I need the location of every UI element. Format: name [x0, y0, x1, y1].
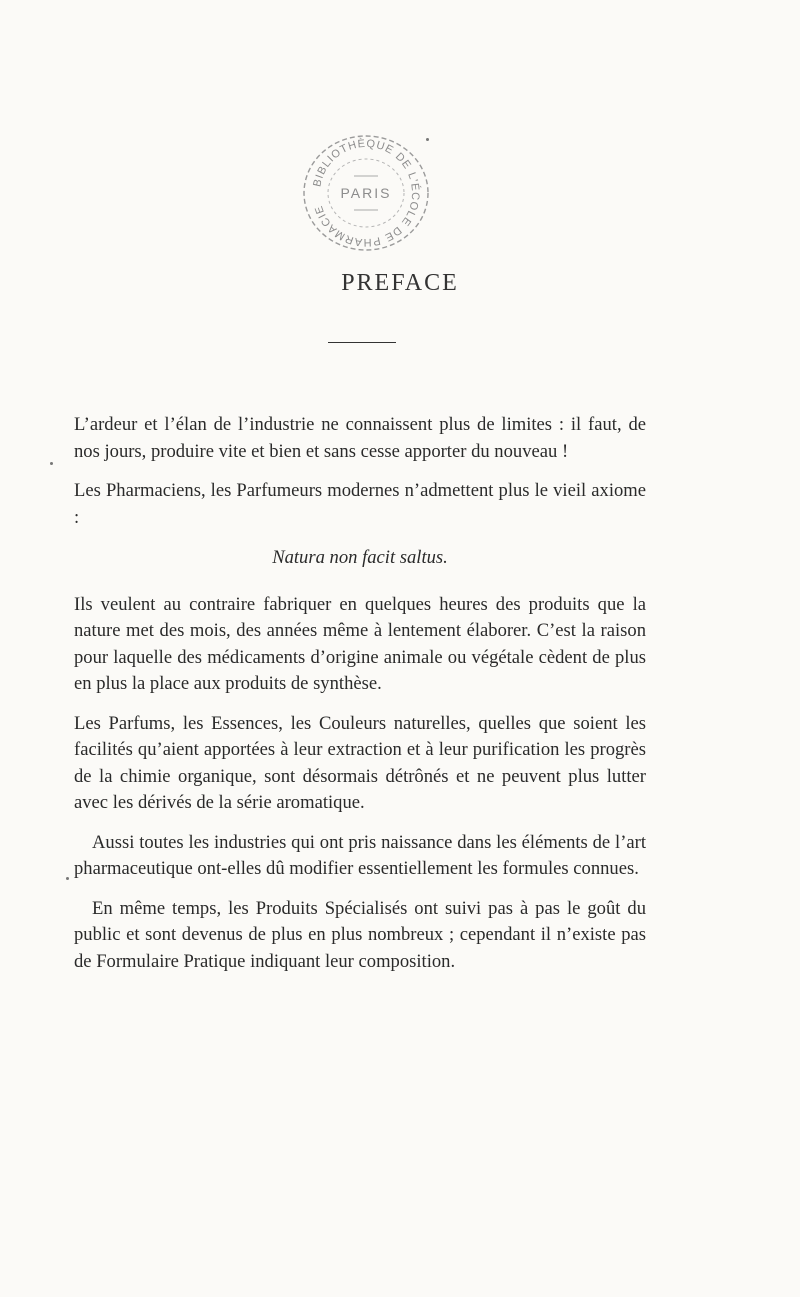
page-title: PREFACE: [341, 270, 459, 296]
preface-body: [74, 412, 646, 988]
library-stamp: [296, 128, 436, 258]
title-divider: [328, 342, 396, 343]
paragraph: En même temps, les Produits Spécialisés ont suivi pas à pas le goût du public et sont devenus de plus en plus nombreux ; cependant il n’existe pas de Formulaire Pratique indiquant leur composition.: [74, 897, 646, 972]
paper-speck: [426, 138, 429, 141]
stamp-center-text: PARIS: [340, 185, 392, 201]
paper-speck: [50, 462, 53, 465]
stamp-ring-text: BIBLIOTHÈQUE DE L'ÉCOLE DE PHARMACIE: [311, 137, 422, 249]
paragraph: Les Parfums, les Essences, les Couleurs naturelles, quelles que soient les facilités qu’aient apportées à leur extraction et à leur purification les progrès de la chimie organique, sont désormais détrônés et ne peuvent plus lutter avec les dérivés de la série aromatique.: [74, 712, 646, 813]
paragraph: Ils veulent au contraire fabriquer en quelques heures des produits que la nature met des mois, des années même à lentement élaborer. C’est la raison pour laquelle des médicaments d’origine animale ou végétale cèdent de plus en plus la place aux produits de synthèse.: [74, 593, 646, 694]
paragraph: L’ardeur et l’élan de l’industrie ne connaissent plus de limites : il faut, de nos jours, produire vite et bien et sans cesse apporter du nouveau !: [74, 414, 646, 462]
paragraph: Les Pharmaciens, les Parfumeurs modernes n’admettent plus le vieil axiome :: [74, 480, 646, 528]
paragraph: Aussi toutes les industries qui ont pris naissance dans les éléments de l’art pharmaceutique ont-elles dû modifier essentiellement les formules connues.: [74, 831, 646, 879]
latin-motto: Natura non facit saltus.: [272, 547, 448, 568]
paper-speck: [66, 877, 69, 880]
